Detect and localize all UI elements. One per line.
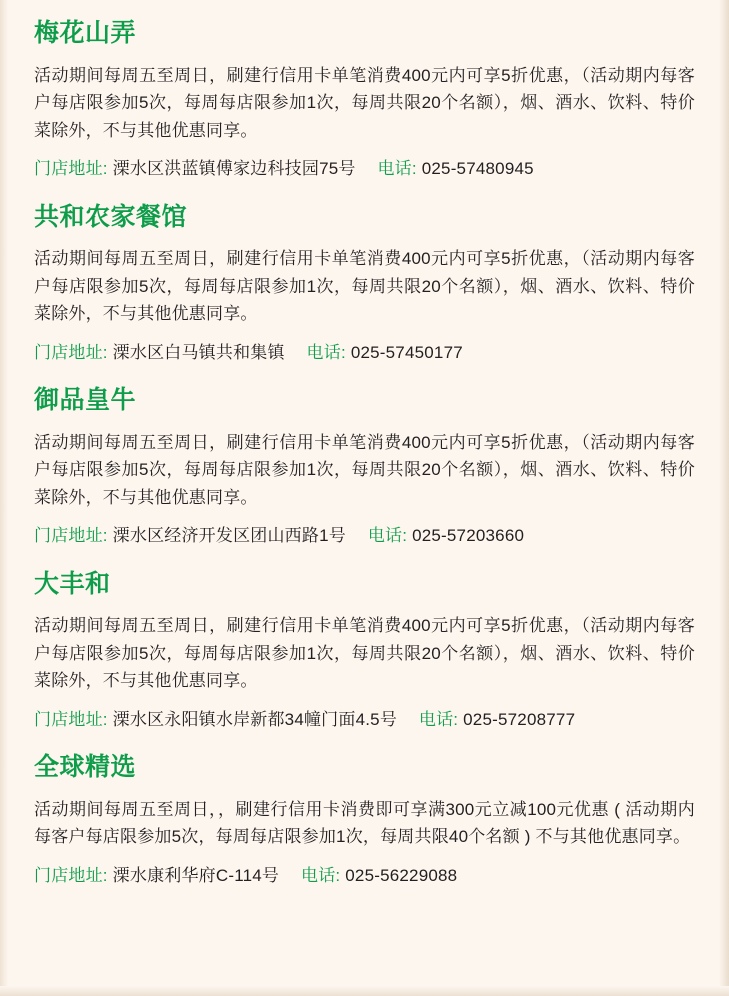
address-label: 门店地址: bbox=[34, 342, 108, 362]
merchant-name: 大丰和 bbox=[34, 569, 111, 598]
merchant-name: 全球精选 bbox=[34, 753, 137, 782]
merchant-entry bbox=[34, 754, 695, 888]
merchant-name: 御品皇牛 bbox=[34, 386, 137, 415]
merchant-contact bbox=[34, 156, 695, 182]
merchant-name: 共和农家餐馆 bbox=[34, 202, 188, 231]
merchant-entry bbox=[34, 204, 695, 366]
phone-value: 025-56229088 bbox=[345, 865, 458, 885]
page-edge-left bbox=[0, 0, 8, 996]
page-edge-bottom bbox=[0, 986, 729, 996]
merchant-contact bbox=[34, 523, 695, 549]
phone-value: 025-57480945 bbox=[421, 159, 534, 179]
merchant-contact bbox=[34, 707, 695, 733]
merchant-description: 活动期间每周五至周日，刷建行信用卡单笔消费400元内可享5折优惠，（活动期内每客户每店限参加5次，每周每店限参加1次，每周共限20个名额），烟、酒水、饮料、特价菜除外，不与其他优惠同享。 bbox=[34, 432, 695, 507]
address-label: 门店地址: bbox=[34, 865, 108, 885]
merchant-entry bbox=[34, 571, 695, 733]
merchant-contact bbox=[34, 863, 695, 889]
merchant-name: 梅花山弄 bbox=[34, 19, 137, 47]
phone-label: 电话: bbox=[418, 709, 459, 729]
address-value: 溧水区洪蓝镇傅家边科技园75号 bbox=[112, 159, 356, 179]
address-label: 门店地址: bbox=[34, 709, 108, 729]
merchant-entry bbox=[34, 387, 695, 549]
address-label: 门店地址: bbox=[34, 526, 108, 546]
address-label: 门店地址: bbox=[34, 159, 108, 179]
address-value: 溧水区永阳镇水岸新都34幢门面4.5号 bbox=[112, 709, 398, 729]
merchant-description: 活动期间每周五至周日，刷建行信用卡单笔消费400元内可享5折优惠，（活动期内每客户每店限参加5次，每周每店限参加1次，每周共限20个名额），烟、酒水、饮料、特价菜除外，不与其他优惠同享。 bbox=[34, 249, 695, 324]
merchant-description: 活动期间每周五至周日，刷建行信用卡单笔消费400元内可享5折优惠，（活动期内每客户每店限参加5次，每周每店限参加1次，每周共限20个名额），烟、酒水、饮料、特价菜除外，不与其他优惠同享。 bbox=[34, 65, 695, 140]
merchant-description: 活动期间每周五至周日，，刷建行信用卡消费即可享满300元立减100元优惠 ( 活动期内每客户每店限参加5次，每周每店限参加1次，每周共限40个名额 ) 不与其他优惠同享。 bbox=[34, 799, 695, 847]
merchant-description: 活动期间每周五至周日，刷建行信用卡单笔消费400元内可享5折优惠，（活动期内每客户每店限参加5次，每周每店限参加1次，每周共限20个名额），烟、酒水、饮料、特价菜除外，不与其他优惠同享。 bbox=[34, 616, 695, 691]
address-value: 溧水区白马镇共和集镇 bbox=[112, 342, 285, 362]
phone-label: 电话: bbox=[301, 865, 341, 885]
phone-label: 电话: bbox=[377, 159, 417, 179]
address-value: 溧水区经济开发区团山西路1号 bbox=[112, 526, 346, 546]
phone-label: 电话: bbox=[306, 342, 346, 362]
merchant-contact bbox=[34, 340, 695, 366]
phone-value: 025-57203660 bbox=[412, 526, 525, 546]
phone-label: 电话: bbox=[367, 526, 408, 546]
page-edge-right bbox=[719, 0, 729, 996]
phone-value: 025-57450177 bbox=[350, 342, 463, 362]
phone-value: 025-57208777 bbox=[463, 709, 576, 729]
address-value: 溧水康利华府C-114号 bbox=[112, 865, 280, 885]
merchant-entry bbox=[34, 20, 695, 182]
